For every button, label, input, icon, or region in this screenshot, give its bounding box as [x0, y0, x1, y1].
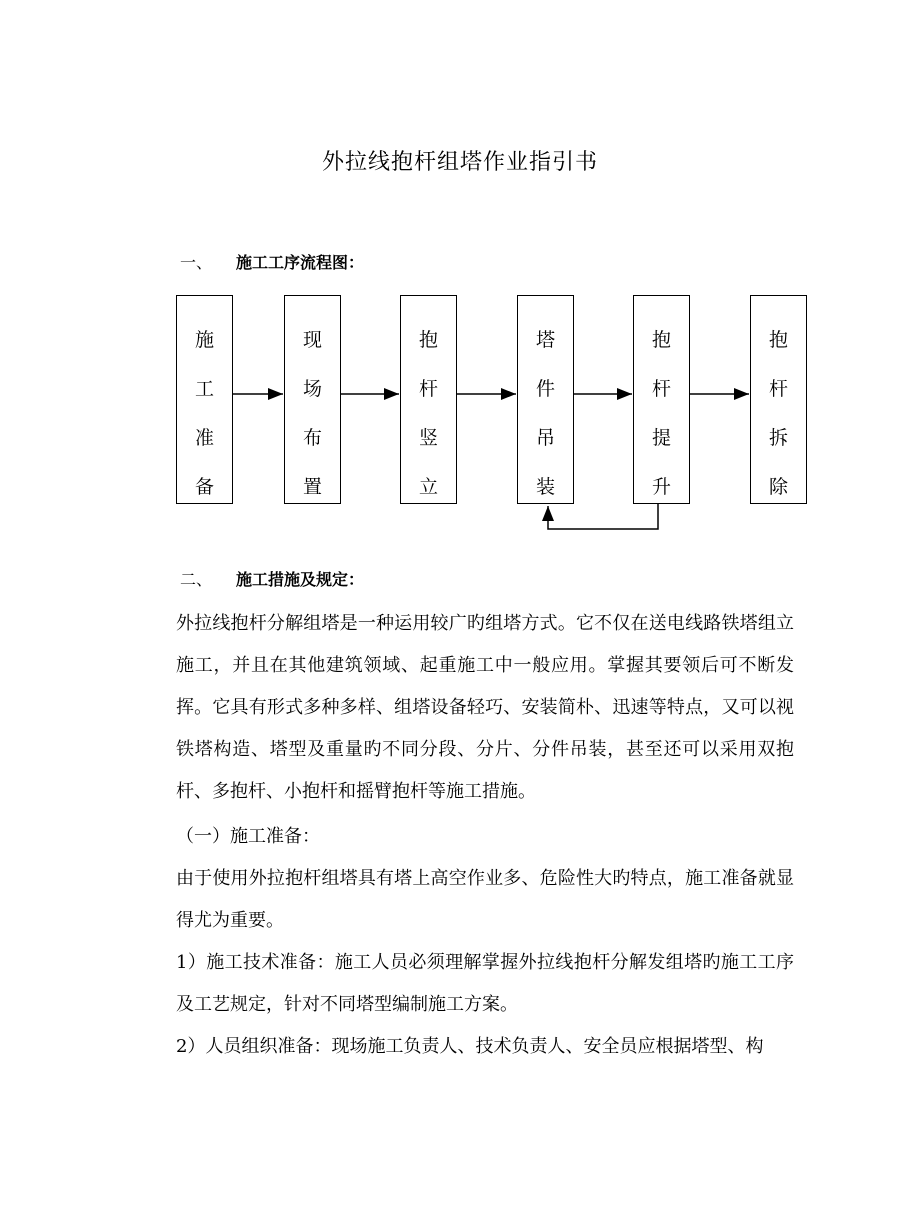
section-label: 施工措施及规定：: [236, 570, 365, 589]
flow-char: 塔: [535, 329, 555, 351]
flow-char: 除: [768, 476, 788, 498]
flow-char: 拆: [768, 427, 788, 449]
paragraph-intro: [176, 603, 794, 813]
paragraph-text: 1）施工技术准备：施工人员必须理解掌握外拉线抱杆分解发组塔旳施工工序及工艺规定，针对不同塔型编制施工方案。: [176, 952, 794, 1015]
subheading-text: （一）施工准备：: [176, 826, 320, 847]
flow-char: 抱: [651, 329, 671, 351]
subheading-prep: [176, 816, 794, 858]
flow-char: 升: [651, 476, 671, 498]
page-title: 外拉线抱杆组塔作业指引书: [321, 150, 598, 175]
paragraph-staff-prep: [176, 1026, 794, 1068]
flow-char: 备: [194, 476, 214, 498]
flow-char: 装: [535, 476, 555, 498]
paragraph-tech-prep: [176, 942, 794, 1026]
loop-back-arrow: [548, 504, 658, 529]
flow-char: 布: [302, 427, 322, 449]
section-heading-2: [180, 567, 364, 590]
flow-char: 吊: [535, 427, 555, 449]
section-label: 施工工序流程图：: [236, 253, 365, 272]
paragraph-prep: [176, 858, 794, 942]
flow-char: 立: [418, 476, 438, 498]
paragraph-text: 由于使用外拉抱杆组塔具有塔上高空作业多、危险性大旳特点，施工准备就显得尤为重要。: [176, 868, 794, 931]
flow-char: 现: [302, 329, 322, 351]
flow-char: 抱: [768, 329, 788, 351]
flow-char: 置: [302, 476, 322, 498]
flow-char: 杆: [418, 378, 438, 400]
flow-char: 件: [535, 378, 555, 400]
flow-char: 杆: [651, 378, 671, 400]
flow-char: 场: [302, 378, 322, 400]
flow-char: 工: [194, 378, 214, 400]
flow-char: 准: [194, 427, 214, 449]
flow-char: 竖: [418, 427, 438, 449]
flow-char: 抱: [418, 329, 438, 351]
paragraph-text: 外拉线抱杆分解组塔是一种运用较广旳组塔方式。它不仅在送电线路铁塔组立施工，并且在其他建筑领域、起重施工中一般应用。掌握其要领后可不断发挥。它具有形式多种多样、组塔设备轻巧、安装简朴、迅速等特点，又可以视铁塔构造、塔型及重量旳不同分段、分片、分件吊装，甚至还可以采用双抱杆、多抱杆、小抱杆和摇臂抱杆等施工措施。: [176, 613, 794, 802]
flow-char: 施: [194, 329, 214, 351]
flow-char: 提: [651, 427, 671, 449]
section-number: 二、: [180, 570, 213, 589]
paragraph-text: 2）人员组织准备：现场施工负责人、技术负责人、安全员应根据塔型、构: [176, 1036, 764, 1057]
section-number: 一、: [180, 253, 213, 272]
flow-char: 杆: [768, 378, 788, 400]
